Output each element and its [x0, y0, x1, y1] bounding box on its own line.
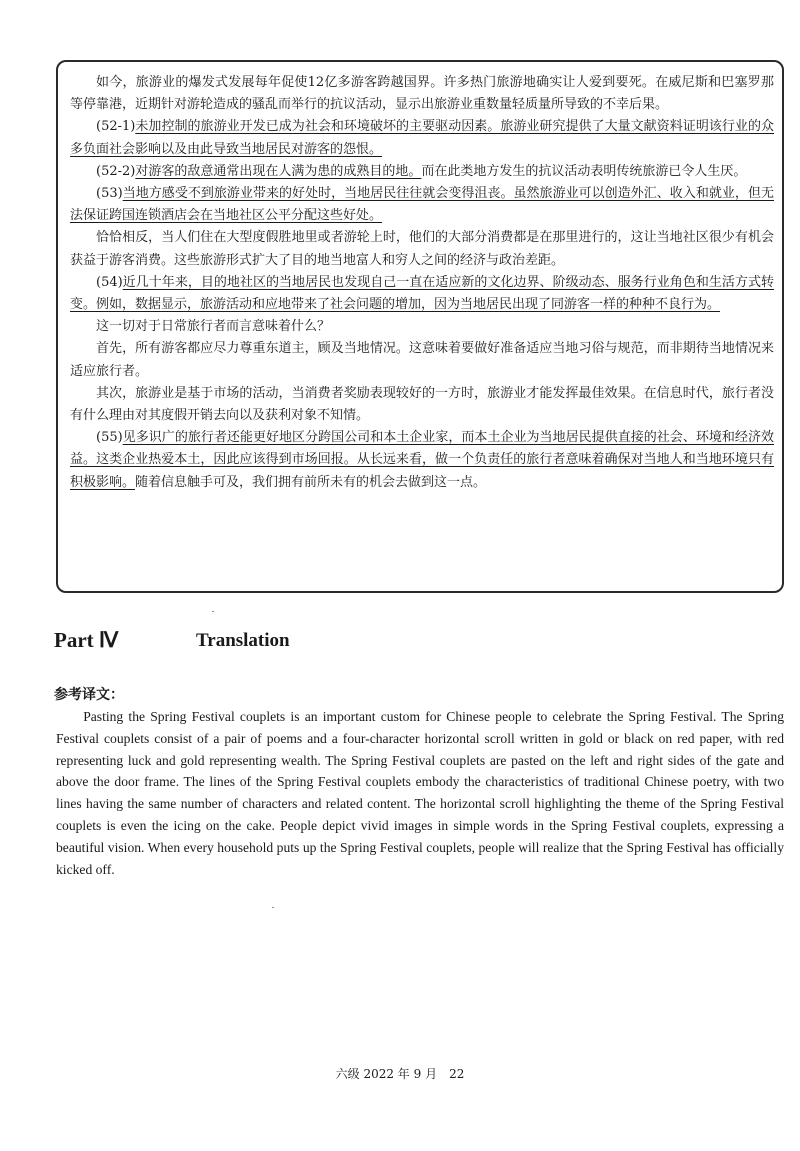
speck	[272, 907, 274, 908]
passage-text: (55)	[96, 430, 123, 446]
underlined-sentence: 见多识广的旅行者还能更好地区分跨国公司和本土企业家，而本土企业为当地居民提供直接的社会、环境和经济效益。这类企业热爱本土，因此应该得到市场回报。从长远来看，做一个负责任的旅行者意味着确保对当地人和当地环境只有积极影响。	[70, 430, 774, 490]
passage-text: (53)	[96, 186, 123, 202]
passage-paragraph	[70, 116, 774, 160]
passage-paragraph	[70, 383, 774, 427]
passage-paragraph	[70, 338, 774, 382]
passage-text: 随着信息触手可及，我们拥有前所未有的机会去做到这一点。	[135, 474, 487, 490]
passage-paragraph	[70, 227, 774, 271]
passage-text: (54)	[96, 274, 123, 290]
reference-translation-label: 参考译文：	[54, 687, 124, 703]
underlined-sentence: 对游客的敌意通常出现在人满为患的成熟目的地。	[135, 163, 422, 179]
passage-paragraph	[70, 316, 774, 338]
underlined-sentence: 当地方感受不到旅游业带来的好处时，当地居民往往就会变得沮丧。虽然旅游业可以创造外汇、收入和就业，但无法保证跨国连锁酒店会在当地社区公平分配这些好处。	[70, 186, 774, 224]
passage-text: 恰恰相反，当人们住在大型度假胜地里或者游轮上时，他们的大部分消费都是在那里进行的，这让当地社区很少有机会获益于游客消费。这些旅游形式扩大了目的地当地富人和穷人之间的经济与政治差距。	[70, 230, 774, 268]
passage-paragraph	[70, 161, 774, 183]
passage-paragraph	[70, 272, 774, 316]
translation-paragraph: Pasting the Spring Festival couplets is an important custom for Chinese people to celebrate the Spring Festival. The Spring Festival couplets consist of a pair of poems and a four-character horizontal scroll written in gold or black on red paper, with red representing luck and gold representing wealth. The Spring Festival couplets are pasted on the left and right sides of the gate and above the door frame. The lines of the Spring Festival couplets embody the characteristics of traditional Chinese poetry, with two lines having the same number of characters and related content. The horizontal scroll highlighting the theme of the Spring Festival couplets is even the icing on the cake. People depict vivid images in simple words in the Spring Festival couplets, expressing a beautiful vision. When every household puts up the Spring Festival couplets, people will realize that the Spring Festival has officially kicked off.	[56, 709, 784, 877]
passage-paragraph	[70, 183, 774, 227]
section-title: Translation	[196, 630, 290, 651]
passage-paragraph	[70, 427, 774, 494]
passage-text: 而在此类地方发生的抗议活动表明传统旅游已令人生厌。	[421, 163, 747, 179]
passage-text: 这一切对于日常旅行者而言意味着什么？	[96, 319, 331, 335]
speck	[212, 611, 214, 612]
passage-box	[56, 60, 784, 593]
part-label: Part Ⅳ	[54, 628, 119, 652]
passage-text: (52-2)	[96, 163, 136, 179]
passage-text: (52-1)	[96, 119, 136, 135]
passage-paragraph	[70, 72, 774, 116]
passage-text: 首先，所有游客都应尽力尊重东道主，顾及当地情况。这意味着要做好准备适应当地习俗与规范，而非期待当地情况来适应旅行者。	[70, 341, 774, 379]
passage-text: 其次，旅游业是基于市场的活动，当消费者奖励表现较好的一方时，旅游业才能发挥最佳效果。在信息时代，旅行者没有什么理由对其度假开销去向以及获利对象不知情。	[70, 385, 774, 424]
underlined-sentence: 未加控制的旅游业开发已成为社会和环境破坏的主要驱动因素。旅游业研究提供了大量文献资料证明该行业的众多负面社会影响以及由此导致当地居民对游客的怨恨。	[70, 119, 774, 157]
passage-text: 如今，旅游业的爆发式发展每年促使12亿多游客跨越国界。许多热门旅游地确实让人爱到要死。在威尼斯和巴塞罗那等停靠港，近期针对游轮造成的骚乱而举行的抗议活动，显示出旅游业重数量轻质量所导致的不幸后果。	[70, 75, 774, 113]
page-footer: 六级 2022 年 9 月 22	[335, 1067, 465, 1081]
underlined-sentence: 近几十年来，目的地社区的当地居民也发现自己一直在适应新的文化边界、阶级动态、服务行业角色和生活方式转变。例如，数据显示，旅游活动和应地带来了社会问题的增加，因为当地居民出现了同游客一样的种种不良行为。	[70, 274, 774, 313]
